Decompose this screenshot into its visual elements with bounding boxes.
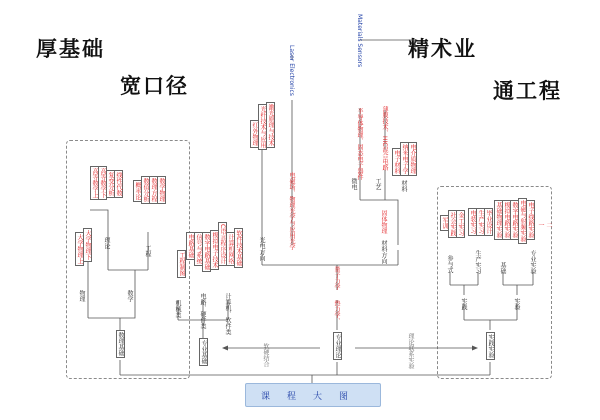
pro-electrical: 电路、硬件类 [199,293,206,329]
theory-course-3: 复变分析 [107,172,114,196]
pro-experiment-course-2: 电子线路实验 [527,202,534,238]
opto-upper-1: 红外物理 [251,122,258,146]
production-course-1: 电装实习 [469,210,476,234]
physics-course-1: 大学物理上 [76,234,83,264]
electrical-course-4: 模拟电子技术 [211,232,218,268]
process-course-1: 薄膜技术、HIC混合电路 [381,106,388,171]
pro-quantum: 量子力学 [333,266,340,290]
practice-extra-2: 二 [545,222,552,228]
practice-branch: 实践 [460,298,467,310]
engineering-course-2: 数值分析 [142,178,149,202]
computer-course-1: C语言程序设计 [219,224,226,265]
pro-thermal: 热力学、 [333,300,340,324]
pro-materials: 材料方向 [380,240,387,264]
pro-computer: 计算机、软件类 [224,293,231,335]
opto-upper-2: 光纤技术与应用 [259,106,266,148]
slogan-thick-foundation: 厚基础 [36,37,105,61]
pro-experiment-course-1: 电磁与射频实验 [519,200,526,242]
branch-foundation: 数理基础 [117,332,124,356]
computer-course-2: 计算机网络 [227,234,234,264]
electrical-course-1: 电路基础 [187,234,194,258]
slogan-wide-caliber: 宽口径 [120,74,189,98]
experiment-basic: 基础 [499,262,506,274]
connector-root [120,360,490,383]
opto-course-1: 电磁场、物理光学与应用光学 [288,172,295,250]
engineering-course-4: 数学物理 [158,178,165,202]
connector-foundation [88,210,148,330]
production-course-3: 毕业设计 [485,210,492,234]
laser-electronics: Laser Electronics [288,45,295,96]
materials-item-3: 电介质物理 [409,144,416,174]
link-left-label: 软硬结合 [262,343,269,367]
computer-course-3: 软件技术基础 [235,230,242,266]
practice-extra-1: 一 [537,222,544,228]
branch-professional-basics: 专业基础 [200,340,207,364]
branch-professional-theory: 专业理论 [334,334,341,358]
practice-visit: 参与式 [446,255,453,273]
production-course-2: 生产实习 [477,210,484,234]
branch-practice: 实践实验 [487,334,494,358]
materials-item-2: 纳米电子学 [401,144,408,174]
visit-course-2: 社会实践 [449,212,456,236]
basic-course-3: 数字电路实验 [511,202,518,238]
pro-process: 工艺 [374,178,381,190]
foundation-math: 数学 [126,290,133,302]
visit-course-1: 军训 [441,217,448,229]
experiment-professional: 专业实验 [529,250,536,274]
pro-materials-label: 材料 [400,180,407,192]
practice-production: 生产实习 [474,250,481,274]
foundation-engineering: 工程 [144,245,151,257]
pro-optoelectronics: 光电方向 [258,237,265,261]
link-right-label: 理论联系实验 [407,333,414,369]
basic-course-1: 基础物理实验 [495,202,502,238]
pro-microelectronics: 微电 [350,178,357,190]
engineering-course-1: 概率论 [134,182,141,200]
physics-course-2: 大学物理下 [84,230,91,260]
opto-upper-3: 激光原理与技术 [267,104,274,146]
basic-course-2: 模拟电路实验 [503,202,510,238]
arrow-left [222,346,228,351]
foundation-physics: 物理 [78,290,85,302]
slogan-refined-profession: 精术业 [408,37,477,61]
experiment-branch: 实验 [513,298,520,310]
electrical-course-3: 数字电路基础 [203,234,210,270]
visit-course-3: 金工实习 [457,212,464,236]
theory-course-1: 高等数学上 [91,168,98,198]
pro-machinery: 机械类 [174,300,181,318]
engineering-course-3: 数理方程 [150,178,157,202]
materials-sensors: Materials Sensors [356,14,363,68]
machinery-course-1: 工程制图 [178,252,185,276]
materials-course-1: 固体物理 [380,210,387,234]
electrical-course-2: 信号与系统 [195,234,202,264]
slogan-general-engineering: 通工程 [493,79,562,103]
theory-course-4: 线性代数 [115,172,122,196]
course-map-root: 课程大图 [245,383,381,407]
connector-spine [262,55,398,330]
arrow-right [472,346,478,351]
materials-item-1: 电子材料 [393,150,400,174]
foundation-theory: 理论 [103,237,110,249]
materials-upper-1: 半导体物理、固态电子器件 [356,108,363,180]
theory-course-2: 高等数学下 [99,168,106,198]
